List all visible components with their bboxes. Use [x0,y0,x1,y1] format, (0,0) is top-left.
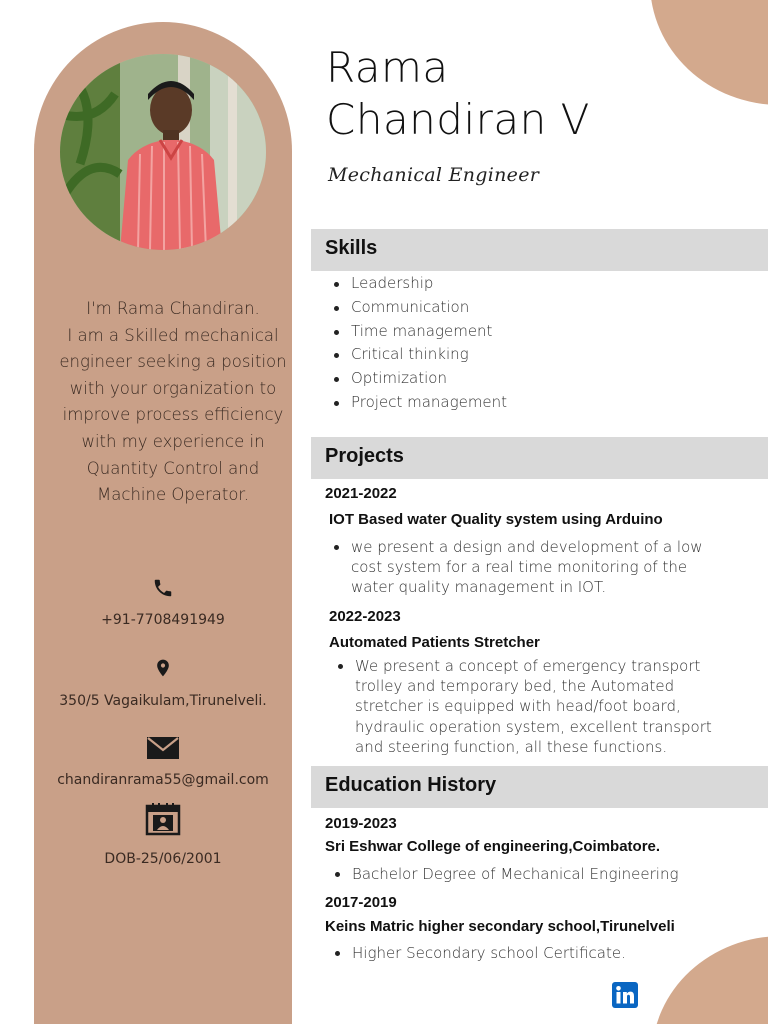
email-address[interactable]: chandiranrama55@gmail.com [57,772,269,788]
calendar-icon [34,802,292,840]
location-pin-icon [34,655,292,685]
skill-item: Optimization [334,367,507,391]
name-line-2: Chandiran V [326,95,590,144]
education-section-header [311,766,768,808]
phone-number[interactable]: +91-7708491949 [101,612,225,628]
skill-item: Critical thinking [334,343,507,367]
decorative-circle-top [650,0,768,105]
skill-item: Leadership [334,272,507,296]
project-years: 2021-2022 [325,485,397,502]
skill-item: Project management [334,391,507,415]
projects-section-header [311,437,768,479]
projects-heading: Projects [325,445,404,467]
name-line-1: Rama [326,43,449,92]
education-years: 2017-2019 [325,894,397,911]
about-text: I'm Rama Chandiran. I am a Skilled mechanical engineer seeking a position with your organization to improve process efficiency with my experience in Quantity Control and Machine Operator. [59,299,287,505]
education-detail: Higher Secondary school Certificate. [352,943,732,963]
job-title: Mechanical Engineer [328,164,540,186]
skills-list [334,272,507,415]
skills-section-header [311,229,768,271]
skills-heading: Skills [325,237,378,259]
profile-photo [60,54,266,250]
envelope-icon [34,736,292,764]
education-heading: Education History [325,774,497,796]
full-name [326,42,590,146]
skill-item: Time management [334,320,507,344]
project-title: Automated Patients Stretcher [329,634,540,651]
project-description: We present a concept of emergency transport trolley and temporary bed, the Automated stretcher is equipped with head/foot board, hydraulic operation system, excellent transport and steering function, all these functions. [355,656,735,757]
education-detail: Bachelor Degree of Mechanical Engineering [352,864,732,884]
address: 350/5 Vagaikulam,Tirunelveli. [59,693,267,709]
profile-photo-image [60,54,266,250]
project-years: 2022-2023 [329,608,401,625]
skill-item: Communication [334,296,507,320]
date-of-birth: DOB-25/06/2001 [104,851,222,867]
education-institution: Sri Eshwar College of engineering,Coimbatore. [325,838,661,855]
linkedin-icon[interactable] [612,982,638,1008]
sidebar [34,22,292,1024]
project-title: IOT Based water Quality system using Arduino [329,511,663,528]
project-description: we present a design and development of a low cost system for a real time monitoring of the water quality management in IOT. [351,537,731,598]
education-institution: Keins Matric higher secondary school,Tirunelveli [325,918,675,935]
phone-icon [34,575,292,605]
education-years: 2019-2023 [325,815,397,832]
